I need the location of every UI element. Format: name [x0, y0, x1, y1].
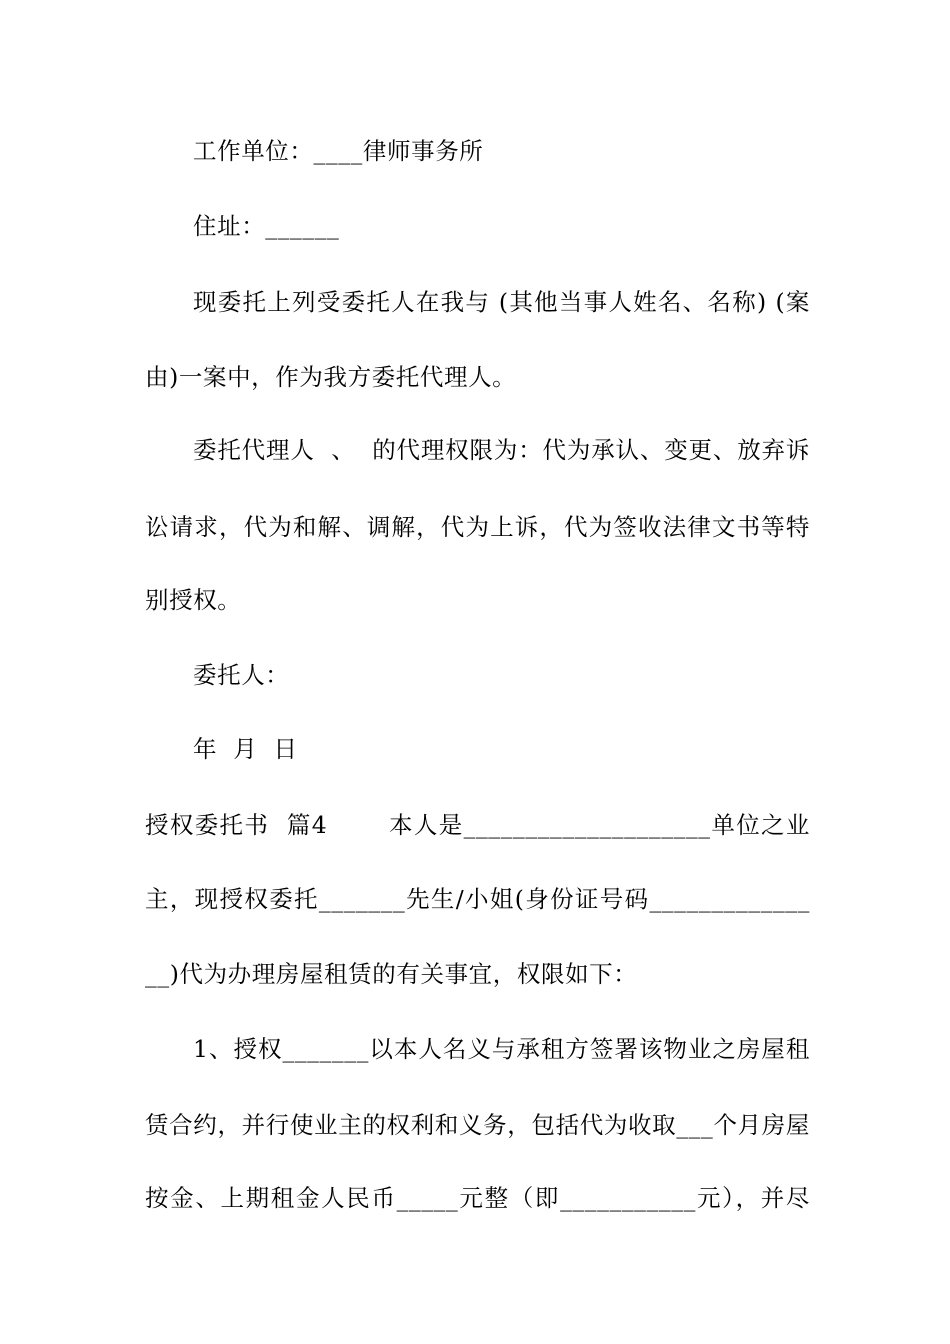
work-unit-line: 工作单位：____律师事务所 — [193, 137, 484, 165]
paragraph-line: 现委托上列受委托人在我与 (其他当事人姓名、名称) (案 — [193, 288, 810, 316]
paragraph-line: 别授权。 — [145, 586, 242, 614]
paragraph-line: 赁合约，并行使业主的权利和义务，包括代为收取___个月房屋 — [145, 1111, 810, 1139]
paragraph-line: 主，现授权委托_______先生/小姐(身份证号码_____________ — [145, 885, 810, 913]
section-heading-line: 授权委托书 篇4 本人是____________________单位之业 — [145, 811, 810, 839]
principal-line: 委托人： — [193, 661, 290, 689]
paragraph-line: 讼请求，代为和解、调解，代为上诉，代为签收法律文书等特 — [145, 513, 810, 541]
paragraph-line: 1、授权_______以本人名义与承租方签署该物业之房屋租 — [193, 1035, 810, 1063]
paragraph-line: __)代为办理房屋租赁的有关事宜，权限如下： — [145, 960, 638, 988]
paragraph-line: 按金、上期租金人民币_____元整（即___________元），并尽 — [145, 1184, 810, 1212]
paragraph-line: 委托代理人 、 的代理权限为：代为承认、变更、放弃诉 — [193, 436, 810, 464]
address-line: 住址：______ — [193, 212, 340, 240]
date-line: 年 月 日 — [193, 735, 298, 763]
paragraph-line: 由)一案中，作为我方委托代理人。 — [145, 363, 517, 391]
